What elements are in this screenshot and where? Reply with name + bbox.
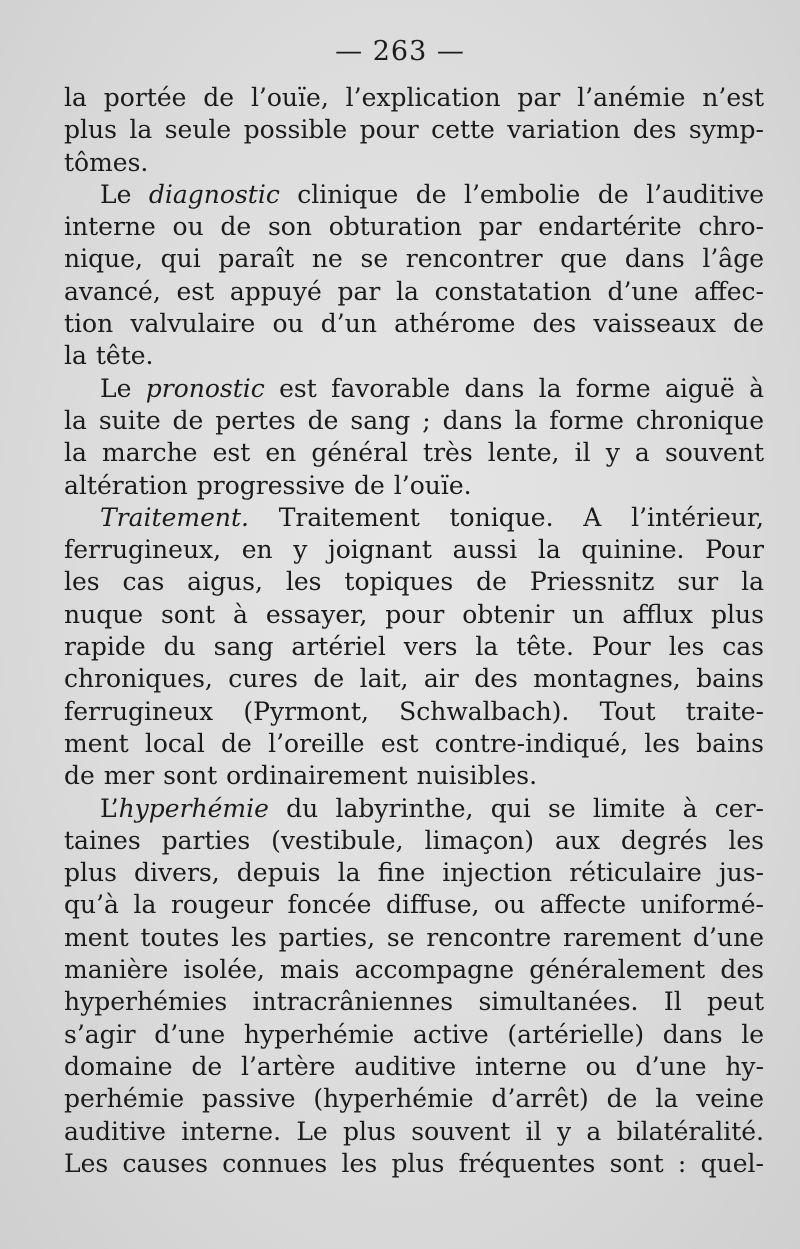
text-line bbox=[64, 1148, 764, 1180]
text-segment: hyperhémies intracrâniennes simultanées. Il peut bbox=[64, 987, 764, 1017]
text-segment: Le bbox=[100, 179, 149, 209]
text-line bbox=[64, 954, 764, 986]
text-line bbox=[64, 857, 764, 889]
text-segment: altération progressive de l’ouïe. bbox=[64, 470, 472, 500]
text-segment: ferrugineux, en y joignant aussi la quinine. Pour bbox=[64, 535, 764, 565]
text-line bbox=[64, 502, 764, 534]
text-line bbox=[64, 147, 764, 179]
text-line bbox=[64, 566, 764, 598]
text-line bbox=[64, 405, 764, 437]
text-line bbox=[64, 243, 764, 275]
text-line bbox=[64, 179, 764, 211]
text-segment: ment toutes les parties, se rencontre rarement d’une bbox=[64, 922, 764, 952]
text-line bbox=[64, 631, 764, 663]
text-segment: du labyrinthe, qui se limite à cer- bbox=[268, 793, 764, 823]
text-segment: L’ bbox=[100, 793, 119, 823]
text-line bbox=[64, 696, 764, 728]
text-segment: qu’à la rougeur foncée diffuse, ou affecte uniformé- bbox=[64, 890, 764, 920]
text-line bbox=[64, 793, 764, 825]
text-line bbox=[64, 373, 764, 405]
text-line bbox=[64, 728, 764, 760]
text-segment: clinique de l’embolie de l’auditive bbox=[279, 179, 765, 209]
text-segment: est favorable dans la forme aiguë à bbox=[264, 373, 765, 403]
text-line bbox=[64, 308, 764, 340]
text-segment: perhémie passive (hyperhémie d’arrêt) de la veine bbox=[64, 1084, 764, 1114]
text-segment: auditive interne. Le plus souvent il y a bilatéralité. bbox=[64, 1116, 764, 1146]
text-segment: nique, qui paraît ne se rencontrer que dans l’âge bbox=[64, 244, 764, 274]
text-segment: Le bbox=[100, 373, 146, 403]
text-segment: Traitement tonique. A l’intérieur, bbox=[248, 502, 764, 532]
text-segment: les cas aigus, les topiques de Priessnitz sur la bbox=[64, 567, 764, 597]
text-line bbox=[64, 211, 764, 243]
italic-term: pronostic bbox=[145, 373, 265, 403]
italic-term: diagnostic bbox=[148, 179, 280, 209]
text-line bbox=[64, 599, 764, 631]
text-segment: s’agir d’une hyperhémie active (artérielle) dans le bbox=[64, 1019, 764, 1049]
text-segment: chroniques, cures de lait, air des montagnes, bains bbox=[64, 664, 764, 694]
text-line bbox=[64, 986, 764, 1018]
text-line bbox=[64, 534, 764, 566]
text-segment: taines parties (vestibule, limaçon) aux degrés les bbox=[64, 825, 764, 855]
text-line bbox=[64, 340, 764, 372]
text-line bbox=[64, 889, 764, 921]
text-line bbox=[64, 760, 764, 792]
text-line bbox=[64, 82, 764, 114]
text-segment: domaine de l’artère auditive interne ou d’une hy- bbox=[64, 1051, 764, 1081]
text-line bbox=[64, 114, 764, 146]
text-segment: la portée de l’ouïe, l’explication par l’anémie n’est bbox=[64, 83, 764, 112]
text-segment: plus la seule possible pour cette variation des symp- bbox=[64, 115, 764, 145]
text-line bbox=[64, 1019, 764, 1051]
text-segment: nuque sont à essayer, pour obtenir un afflux plus bbox=[64, 599, 764, 629]
page-number: — 263 — bbox=[335, 36, 465, 67]
text-segment: avancé, est appuyé par la constatation d’une affec- bbox=[64, 276, 764, 306]
text-segment: tômes. bbox=[64, 147, 149, 177]
text-line bbox=[64, 1051, 764, 1083]
text-line bbox=[64, 276, 764, 308]
italic-term: Traitement. bbox=[100, 502, 249, 532]
text-segment: la tête. bbox=[64, 341, 154, 371]
text-line bbox=[64, 470, 764, 502]
text-segment: rapide du sang artériel vers la tête. Pour les cas bbox=[64, 632, 764, 662]
text-segment: de mer sont ordinairement nuisibles. bbox=[64, 761, 538, 791]
text-segment: ment local de l’oreille est contre-indiqué, les bains bbox=[64, 728, 764, 758]
text-segment: plus divers, depuis la fine injection réticulaire jus- bbox=[64, 858, 764, 888]
body-text bbox=[64, 82, 764, 1180]
text-line bbox=[64, 437, 764, 469]
text-line bbox=[64, 1116, 764, 1148]
text-line bbox=[64, 1083, 764, 1115]
text-segment: ferrugineux (Pyrmont, Schwalbach). Tout traite- bbox=[64, 696, 764, 726]
text-segment: tion valvulaire ou d’un athérome des vaisseaux de bbox=[64, 309, 764, 339]
text-segment: la marche est en général très lente, il y a souvent bbox=[64, 438, 764, 468]
text-segment: la suite de pertes de sang ; dans la forme chronique bbox=[64, 405, 764, 435]
text-segment: interne ou de son obturation par endartérite chro- bbox=[64, 212, 764, 242]
italic-term: hyperhémie bbox=[118, 793, 269, 823]
text-line bbox=[64, 825, 764, 857]
text-line bbox=[64, 922, 764, 954]
text-segment: Les causes connues les plus fréquentes sont : quel- bbox=[64, 1148, 764, 1178]
text-line bbox=[64, 663, 764, 695]
text-segment: manière isolée, mais accompagne généralement des bbox=[64, 955, 764, 985]
